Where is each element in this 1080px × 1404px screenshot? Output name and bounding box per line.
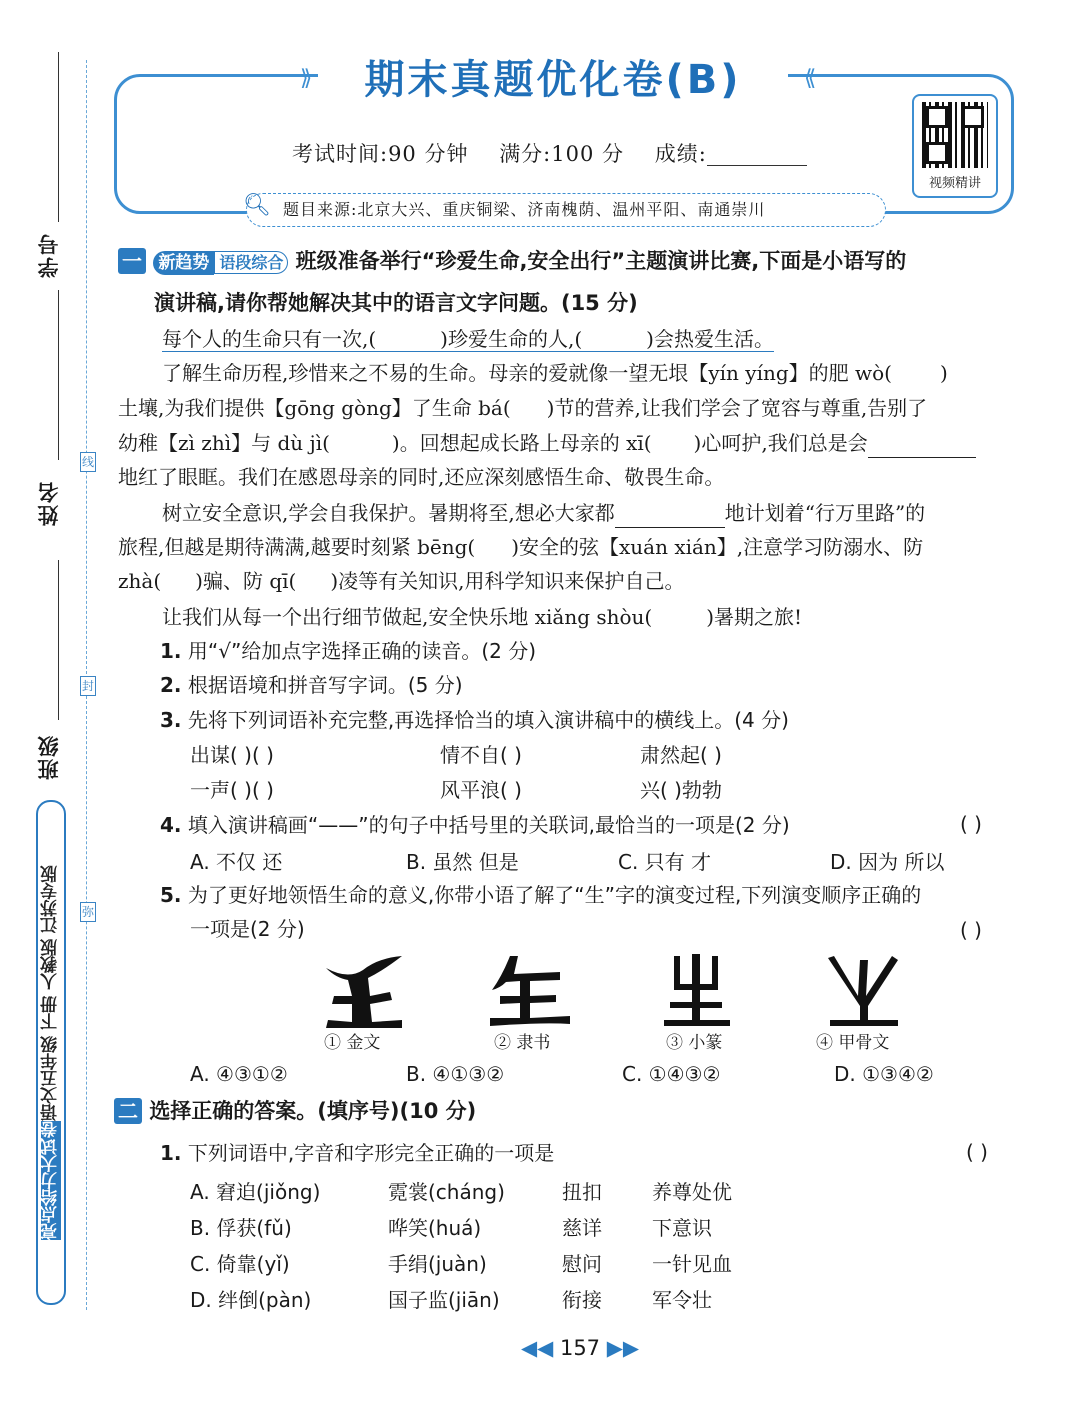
question-4: 4. 填入演讲稿画“——”的句子中括号里的关联词,最恰当的一项是(2 分) (160, 813, 790, 837)
blank-answer-2[interactable] (615, 505, 725, 528)
section1-prompt-2: 演讲稿,请你帮她解决其中的语言文字问题。(15 分) (154, 291, 638, 315)
q5-option-a[interactable]: A. ④③①② (190, 1062, 288, 1086)
score-label: 成绩: (654, 142, 707, 166)
speech-p1-line1: 了解生命历程,珍惜来之不易的生命。母亲的爱就像一望无垠【yín yíng】的肥 wò( ) (162, 361, 948, 385)
speech-p1-line3: 幼稚【zì zhì】与 dù jì( )。回想起成长路上母亲的 xī( )心呵护,我们总是会 (118, 428, 976, 458)
source-text: 题目来源:北京大兴、重庆铜梁、济南槐荫、温州平阳、南通崇川 (283, 200, 766, 219)
s2-row-a-c1[interactable]: A. 窘迫(jiǒng) (190, 1180, 321, 1204)
q3-word-4[interactable]: 一声( )( ) (190, 778, 274, 802)
student-id-label: 学号 (37, 232, 61, 278)
section1-heading (118, 246, 906, 276)
question-2: 2. 根据语境和拼音写字词。(5 分) (160, 673, 463, 697)
speech-p2-line1: 树立安全意识,学会自我保护。暑期将至,想必大家都 地计划着“行万里路”的 (162, 498, 925, 528)
s2-row-c-c3: 慰问 (562, 1252, 602, 1276)
caption-lishu: ② 隶书 (494, 1033, 551, 1053)
question-1: 1. 用“√”给加点字选择正确的读音。(2 分) (160, 639, 537, 663)
s2-row-d-c4: 军令壮 (652, 1288, 712, 1312)
s2-row-b-c4: 下意识 (652, 1216, 712, 1240)
s2-q1-answer-paren[interactable]: ( ) (966, 1140, 988, 1164)
score-field[interactable] (707, 145, 807, 166)
magnifier-icon: 🔍︎ (243, 193, 272, 218)
s2-row-b-c1[interactable]: B. 俘获(fǔ) (190, 1216, 292, 1240)
speech-p1-line4: 地红了眼眶。我们在感恩母亲的同时,还应深刻感悟生命、敬畏生命。 (118, 465, 725, 489)
q4-option-d[interactable]: D. 因为 所以 (830, 850, 945, 874)
section2-heading (114, 1096, 476, 1126)
cut-mark-line: 线 (80, 452, 96, 472)
class-line (58, 560, 59, 720)
section2-number: 二 (114, 1098, 142, 1124)
q3-word-2[interactable]: 情不自( ) (440, 743, 522, 767)
cut-mark-seal: 封 (80, 676, 96, 696)
qr-label: 视频精讲 (928, 176, 981, 191)
spine-brand: 亮点给力大试卷 (41, 1120, 61, 1240)
section1-prompt-1: 班级准备举行“珍爱生命,安全出行”主题演讲比赛,下面是小语写的 (295, 249, 907, 273)
s2-row-d-c2: 国子监(jiān) (388, 1288, 500, 1312)
book-spine (36, 800, 66, 1305)
glyph-lishu-image (484, 950, 574, 1030)
caption-jinwen: ① 金文 (324, 1033, 381, 1053)
exam-time: 考试时间:90 分钟 (292, 142, 469, 166)
type-badge: 语段综合 (214, 251, 288, 274)
caption-jiaguwen: ④ 甲骨文 (816, 1033, 890, 1053)
right-ornament-icon: ⟪ (804, 66, 817, 91)
s2-row-d-c1[interactable]: D. 绊倒(pàn) (190, 1288, 312, 1312)
caption-xiaozhuan: ③ 小篆 (666, 1033, 723, 1053)
question-5-cont: 一项是(2 分) (190, 917, 305, 941)
speech-p2-line3: zhà( )骗、防 qī( )凌等有关知识,用科学知识来保护自己。 (118, 569, 685, 593)
spine-edition: 语文五年级 下册 人教版 江苏专版 (41, 865, 61, 1121)
s2-row-d-c3: 衔接 (562, 1288, 602, 1312)
page-title: 期末真题优化卷(B) (318, 52, 788, 108)
page-number (516, 1336, 644, 1360)
q4-option-c[interactable]: C. 只有 才 (618, 850, 712, 874)
s2-row-b-c2: 哗笑(huá) (388, 1216, 482, 1240)
q3-word-5[interactable]: 风平浪( ) (440, 778, 522, 802)
left-ornament-icon: ⟫ (300, 66, 313, 91)
q4-option-a[interactable]: A. 不仅 还 (190, 850, 283, 874)
s2-row-a-c3: 扭扣 (562, 1180, 602, 1204)
qr-code-box[interactable] (912, 94, 998, 198)
next-arrows-icon: ▶▶ (606, 1336, 640, 1360)
page-number-text: 157 (559, 1336, 601, 1360)
question-source (243, 193, 886, 227)
speech-p1-line2: 土壤,为我们提供【gōng gòng】了生命 bá( )节的营养,让我们学会了宽容与尊重,告别了 (118, 396, 928, 420)
speech-p2-line2: 旅程,但越是期待满满,越要时刻紧 bēng( )安全的弦【xuán xián】,注意学习防溺水、防 (118, 535, 924, 559)
full-score: 满分:100 分 (499, 142, 625, 166)
name-line (58, 290, 59, 460)
q3-word-1[interactable]: 出谋( )( ) (190, 743, 274, 767)
q4-option-b[interactable]: B. 虽然 但是 (406, 850, 519, 874)
student-id-line (58, 52, 59, 222)
trend-badge: 新趋势 (153, 251, 214, 275)
glyph-jiaguwen-image (818, 950, 908, 1030)
s2-row-b-c3: 慈详 (562, 1216, 602, 1240)
q5-option-d[interactable]: D. ①③④② (834, 1062, 934, 1086)
section2-title: 选择正确的答案。(填序号)(10 分) (149, 1099, 477, 1123)
speech-line-1: 每个人的生命只有一次,( )珍爱生命的人,( )会热爱生活。 (162, 327, 774, 351)
s2-row-c-c2: 手绢(juàn) (388, 1252, 487, 1276)
cut-mark-fill: 弥 (80, 902, 96, 922)
spine-text-block (38, 802, 64, 1303)
q5-option-c[interactable]: C. ①④③② (622, 1062, 721, 1086)
s2-row-c-c1[interactable]: C. 倚靠(yǐ) (190, 1252, 290, 1276)
s2-row-a-c4: 养尊处优 (652, 1180, 732, 1204)
section1-number: 一 (118, 248, 146, 274)
glyph-xiaozhuan-image (652, 950, 742, 1030)
s2-question-1: 1. 下列词语中,字音和字形完全正确的一项是 (160, 1141, 555, 1165)
q3-word-6[interactable]: 兴( )勃勃 (640, 778, 722, 802)
glyph-jinwen-image (318, 950, 408, 1030)
q5-option-b[interactable]: B. ④①③② (406, 1062, 505, 1086)
question-5: 5. 为了更好地领悟生命的意义,你带小语了解了“生”字的演变过程,下列演变顺序正确的 (160, 883, 922, 907)
name-label: 姓名 (37, 480, 61, 526)
exam-info (292, 138, 807, 168)
qr-code-icon (922, 102, 988, 168)
prev-arrows-icon: ◀◀ (520, 1336, 554, 1360)
s2-row-c-c4: 一针见血 (652, 1252, 732, 1276)
speech-p3: 让我们从每一个出行细节做起,安全快乐地 xiǎng shòu( )暑期之旅! (162, 605, 803, 629)
class-label: 班级 (37, 734, 61, 780)
q4-answer-paren[interactable]: ( ) (960, 812, 982, 836)
s2-row-a-c2: 霓裳(cháng) (388, 1180, 505, 1204)
blank-answer-1[interactable] (868, 435, 976, 458)
question-3: 3. 先将下列词语补充完整,再选择恰当的填入演讲稿中的横线上。(4 分) (160, 708, 789, 732)
q5-answer-paren[interactable]: ( ) (960, 918, 982, 942)
q3-word-3[interactable]: 肃然起( ) (640, 743, 722, 767)
